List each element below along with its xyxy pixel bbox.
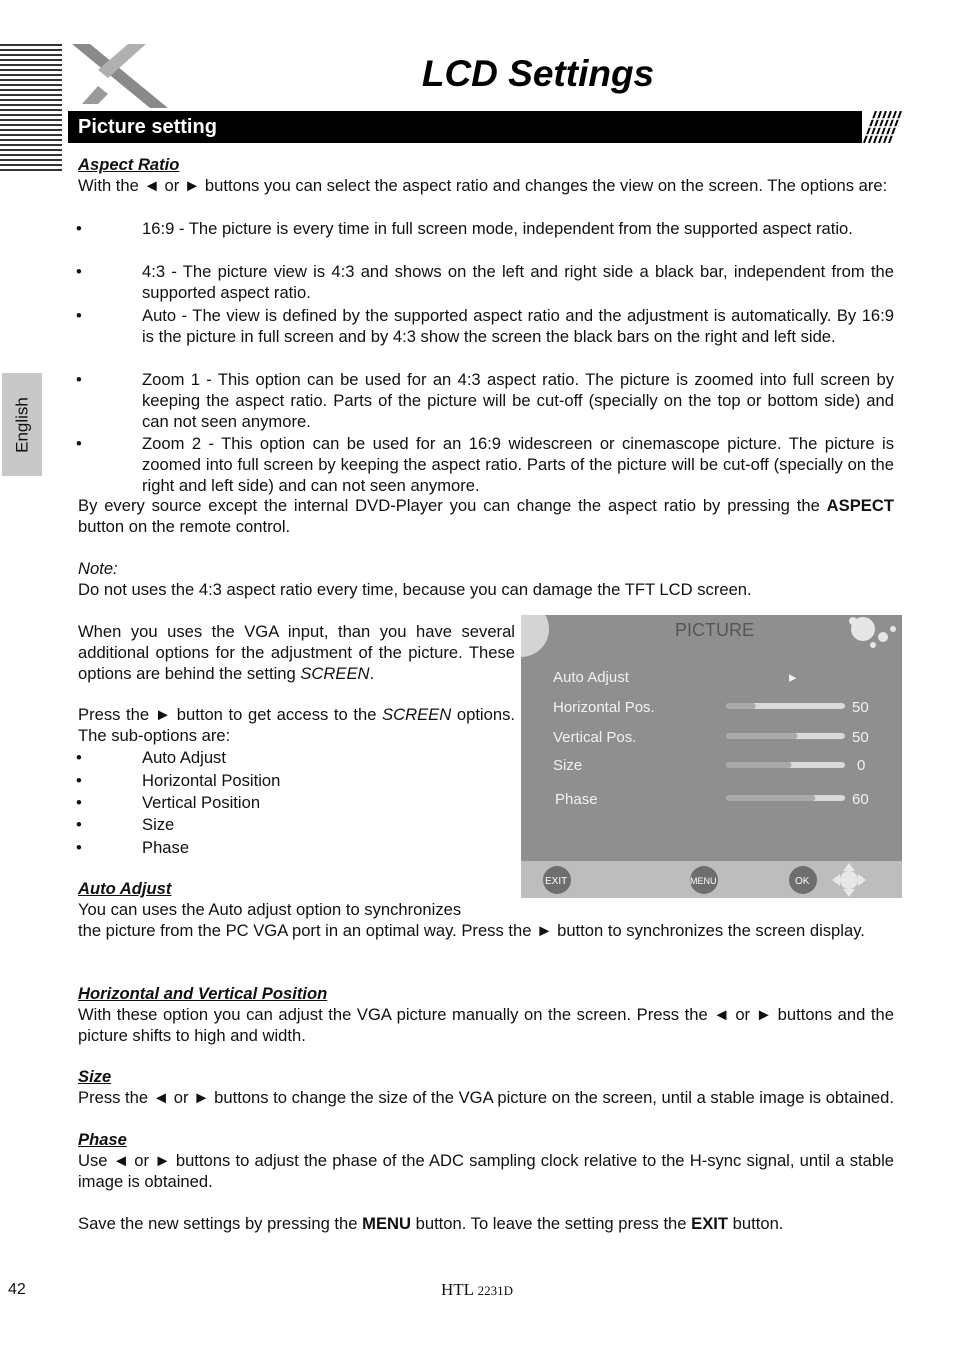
bullet: • <box>76 219 82 238</box>
osd-value-vertical: 50 <box>852 729 869 746</box>
suboption-item: Size <box>142 815 175 834</box>
aspect-outro-text: By every source except the internal DVD-Player you can change the aspect ratio by pressing the <box>78 496 820 515</box>
save-text-mid: button. To leave the setting press the <box>415 1214 687 1233</box>
model-name <box>0 1279 954 1301</box>
save-text: Save the new settings by pressing the <box>78 1214 358 1233</box>
note-label: Note: <box>78 559 118 578</box>
osd-arrow-icon: ▸ <box>789 669 797 686</box>
osd-label-size: Size <box>553 757 583 774</box>
auto-adjust-text-1: You can uses the Auto adjust option to synchronizes <box>78 900 462 919</box>
bullet: • <box>76 306 82 325</box>
osd-label-phase: Phase <box>555 791 598 808</box>
osd-label-vertical: Vertical Pos. <box>553 729 637 746</box>
position-heading: Horizontal and Vertical Position <box>78 984 328 1003</box>
note-text: Do not uses the 4:3 aspect ratio every time, because you can damage the TFT LCD screen. <box>78 580 752 599</box>
bullet: • <box>76 434 82 453</box>
osd-slider-fill-vertical <box>726 733 797 739</box>
save-instructions <box>78 1213 894 1234</box>
aspect-option-auto: Auto - The view is defined by the supported aspect ratio and the adjustment is automatically. By 16:9 is the picture in full screen and by 4:3 show the screen the black bars on the right and left side. <box>142 306 894 346</box>
size-heading: Size <box>78 1067 112 1086</box>
osd-exit-label: EXIT <box>545 876 568 887</box>
vga-intro-end: . <box>369 664 375 683</box>
model-name-text: HTL <box>440 1280 474 1299</box>
aspect-option-zoom1: Zoom 1 - This option can be used for an 4:3 aspect ratio. The picture is zoomed into full screen by keeping the aspect ratio. Parts of the picture will be cut-off (specially on the top or bottom side) and can not seen anymore. <box>142 370 894 431</box>
bullet: • <box>76 771 82 790</box>
auto-adjust-text-2: the picture from the PC VGA port in an optimal way. Press the ► button to synchronizes the screen display. <box>78 921 865 940</box>
bullet: • <box>76 262 82 281</box>
aspect-intro: With the ◄ or ► buttons you can select the aspect ratio and changes the view on the screen. The options are: <box>78 176 888 195</box>
aspect-outro-text-end: button on the remote control. <box>78 517 291 536</box>
osd-menu-label: MENU <box>690 876 717 886</box>
bar-pattern-icon <box>862 111 902 143</box>
osd-screenshot <box>521 615 902 898</box>
aspect-option-16-9: 16:9 - The picture is every time in full screen mode, independent from the supported aspect ratio. <box>142 219 853 238</box>
vga-access <box>78 704 515 746</box>
model-number: 2231D <box>477 1283 514 1298</box>
vga-intro-text: When you uses the VGA input, than you have several additional options for the adjustment of the picture. These options are behind the setting <box>78 622 515 683</box>
osd-label-horizontal: Horizontal Pos. <box>553 699 655 716</box>
bullet: • <box>76 793 82 812</box>
phase-text: Use ◄ or ► buttons to adjust the phase of the ADC sampling clock relative to the H-sync signal, until a stable image is obtained. <box>78 1151 894 1191</box>
suboption-item: Phase <box>142 838 190 857</box>
page-title: LCD Settings <box>421 53 655 94</box>
bullet: • <box>76 370 82 389</box>
bullet: • <box>76 838 82 857</box>
menu-button-name: MENU <box>362 1214 411 1233</box>
size-text: Press the ◄ or ► buttons to change the size of the VGA picture on the screen, until a stable image is obtained. <box>78 1088 894 1107</box>
aspect-outro <box>78 495 894 537</box>
osd-ok-label: OK <box>795 876 810 887</box>
section-bar <box>68 111 902 143</box>
aspect-option-4-3: 4:3 - The picture view is 4:3 and shows on the left and right side a black bar, independent from the supported aspect ratio. <box>142 262 894 302</box>
language-tab <box>2 373 42 476</box>
suboption-item: Horizontal Position <box>142 771 281 790</box>
position-text: With these option you can adjust the VGA picture manually on the screen. Press the ◄ or ► buttons and the picture shifts to high and width. <box>78 1005 894 1045</box>
osd-label-auto-adjust: Auto Adjust <box>553 669 629 686</box>
exit-button-name: EXIT <box>691 1214 729 1233</box>
bullet: • <box>76 815 82 834</box>
osd-slider-fill-horizontal <box>726 703 756 709</box>
aspect-option-zoom2: Zoom 2 - This option can be used for an 16:9 widescreen or cinemascope picture. The picture is zoomed into full screen by keeping the aspect ratio. Parts of the picture will be cut-off (specially on the right and left side) and can not seen anymore. <box>142 434 894 495</box>
suboption-item: Vertical Position <box>142 793 261 812</box>
language-tab-label: English <box>12 396 32 453</box>
osd-title: PICTURE <box>675 620 755 640</box>
vga-screen-term: SCREEN <box>382 705 452 724</box>
osd-value-horizontal: 50 <box>852 699 869 716</box>
vga-intro <box>78 621 515 684</box>
section-title: Picture setting <box>78 116 217 138</box>
auto-adjust-heading: Auto Adjust <box>78 879 172 898</box>
vga-screen-term: SCREEN <box>300 664 370 683</box>
suboption-item: Auto Adjust <box>142 748 226 767</box>
osd-value-phase: 60 <box>852 791 869 808</box>
bullet: • <box>76 748 82 767</box>
osd-slider-fill-size <box>726 762 791 768</box>
aspect-ratio-heading: Aspect Ratio <box>78 155 180 174</box>
phase-heading: Phase <box>78 1130 127 1149</box>
osd-slider-fill-phase <box>726 795 815 801</box>
aspect-button-name: ASPECT <box>826 496 894 515</box>
vga-access-text-end: options. The sub-options are: <box>78 705 515 745</box>
page-number: 42 <box>8 1281 26 1298</box>
vga-access-text: Press the ► button to get access to the <box>78 705 377 724</box>
save-text-end: button. <box>732 1214 784 1233</box>
osd-value-size: 0 <box>857 757 866 774</box>
